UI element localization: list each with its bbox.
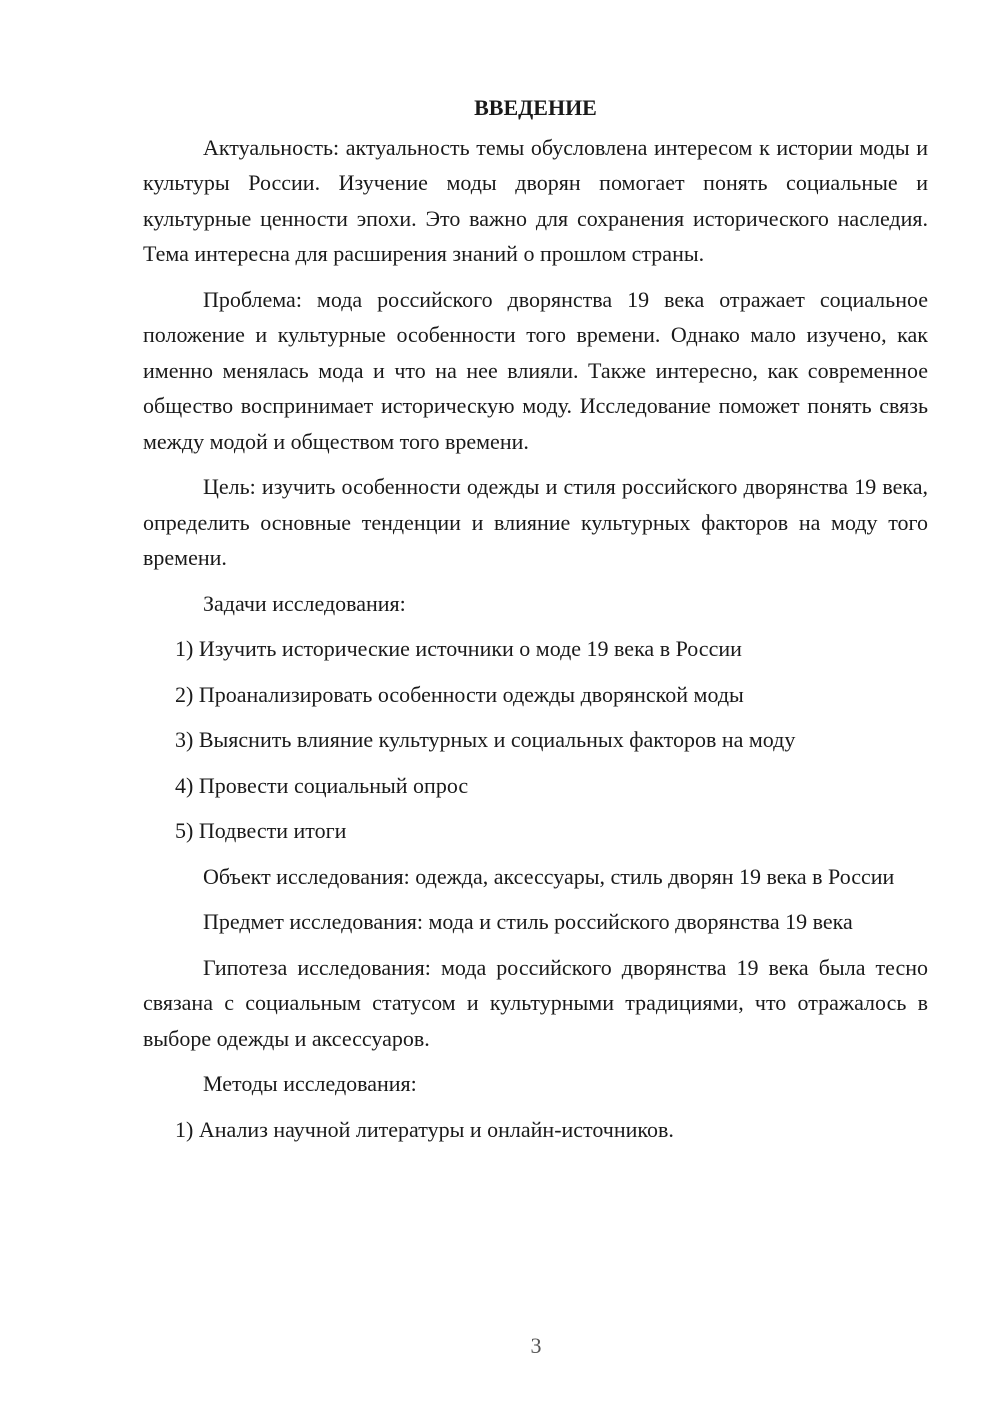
- section-title: ВВЕДЕНИЕ: [474, 95, 597, 120]
- subject-paragraph: Предмет исследования: мода и стиль российского дворянства 19 века: [203, 909, 853, 934]
- tasks-heading: Задачи исследования:: [203, 590, 406, 616]
- problem-paragraph: Проблема: мода российского дворянства 19 века отражает социальное положение и культурные особенности того времени. Однако мало изучено, как именно менялась мода и что на нее влияли. Также интересно, как современное общество воспринимает историческую моду. Исследование поможет понять связь между модой и обществом того времени.: [143, 286, 928, 454]
- goal-paragraph: Цель: изучить особенности одежды и стиля российского дворянства 19 века, определить основные тенденции и влияние культурных факторов на моду того времени.: [143, 474, 928, 570]
- task-item: 5) Подвести итоги: [175, 818, 347, 843]
- task-item: 1) Изучить исторические источники о моде 19 века в России: [175, 636, 742, 661]
- task-item: 4) Провести социальный опрос: [175, 772, 469, 798]
- method-item: 1) Анализ научной литературы и онлайн-источников.: [175, 1116, 674, 1142]
- document-body: [143, 90, 928, 1157]
- object-paragraph: Объект исследования: одежда, аксессуары, стиль дворян 19 века в России: [203, 863, 895, 889]
- page-number: 3: [530, 1333, 542, 1358]
- task-item: 3) Выяснить влияние культурных и социальных факторов на моду: [175, 727, 796, 752]
- hypothesis-paragraph: Гипотеза исследования: мода российского дворянства 19 века была тесно связана с социальным статусом и культурными традициями, что отражалось в выборе одежды и аксессуаров.: [143, 954, 928, 1051]
- relevance-paragraph: Актуальность: актуальность темы обусловлена интересом к истории моды и культуры России. Изучение моды дворян помогает понять социальные и культурные ценности эпохи. Это важно для сохранения исторического наследия. Тема интересна для расширения знаний о прошлом страны.: [143, 134, 928, 266]
- task-item: 2) Проанализировать особенности одежды дворянской моды: [175, 681, 744, 707]
- methods-heading: Методы исследования:: [203, 1071, 417, 1096]
